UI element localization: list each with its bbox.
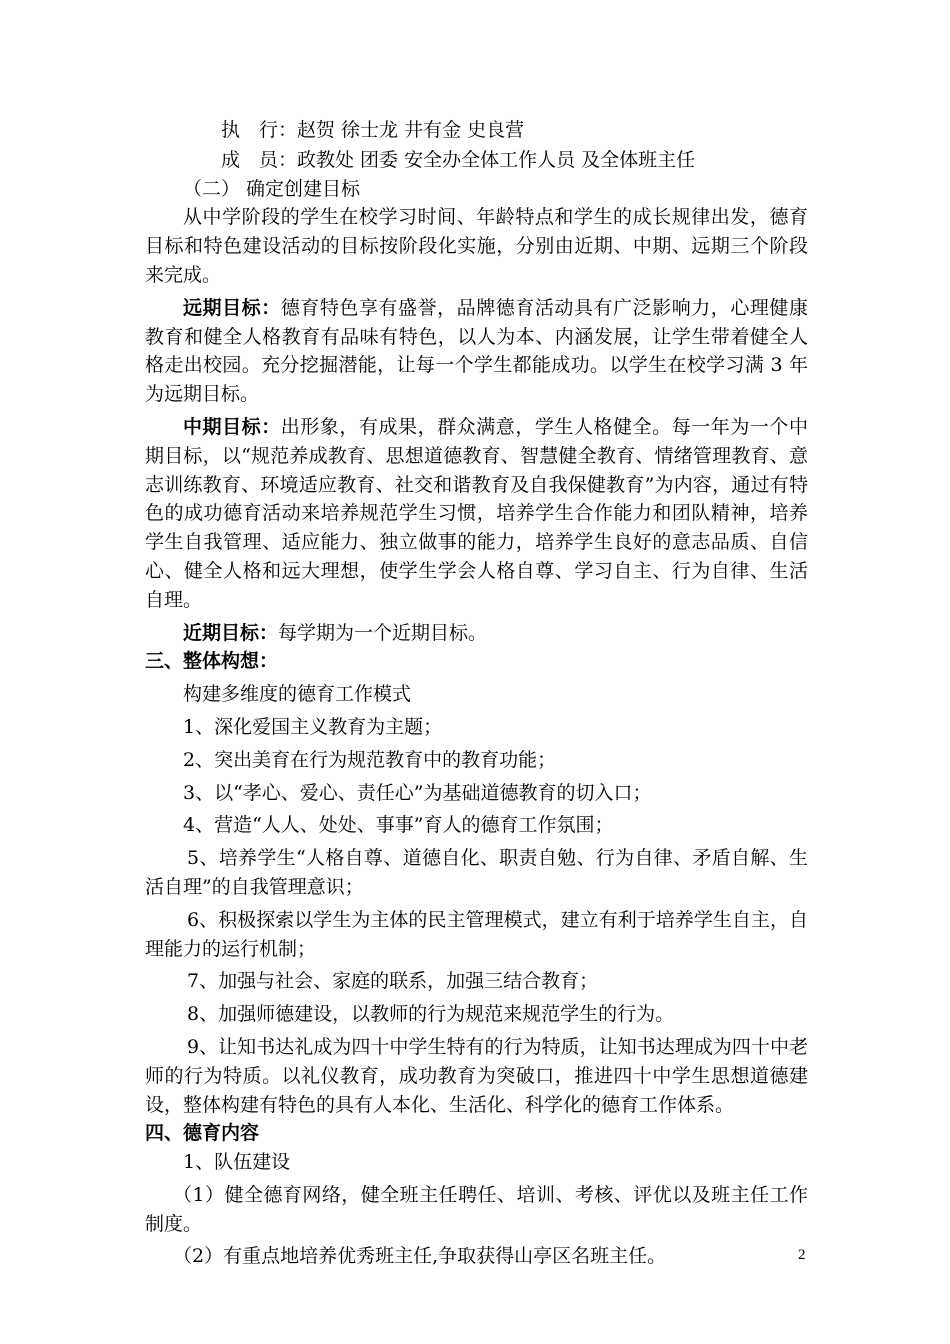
near-term-goal	[145, 619, 808, 648]
exec-names: 赵贺 徐士龙 井有金 史良营	[297, 119, 525, 141]
mid-term-text: 出形象，有成果，群众满意，学生人格健全。每一年为一个中期目标，以“规范养成教育、思想道德教育、智慧健全教育、情绪管理教育、意志训练教育、环境适应教育、社交和谐教育及自我保健教育”为内容，通过有特色的成功德育活动来培养规范学生习惯，培养学生合作能力和团队精神，培养学生自我管理、适应能力、独立做事的能力，培养学生良好的意志品质、自信心、健全人格和远大理想，使学生学会人格自尊、学习自主、行为自律、生活自理。	[145, 415, 808, 611]
exec-label: 执 行：	[221, 119, 298, 141]
section-4-para2: （2）有重点地培养优秀班主任,争取获得山亭区名班主任。	[173, 1245, 667, 1268]
list-item: 6、积极探索以学生为主体的民主管理模式，建立有利于培养学生自主，自理能力的运行机制；	[145, 908, 808, 960]
list-item: 7、加强与社会、家庭的联系，加强三结合教育；	[187, 970, 599, 993]
near-term-text: 每学期为一个近期目标。	[278, 621, 488, 644]
list-item: 2、突出美育在行为规范教育中的教育功能；	[183, 748, 557, 771]
members-label: 成 员：	[221, 148, 298, 171]
near-term-label: 近期目标：	[183, 621, 279, 644]
long-term-label: 远期目标：	[183, 296, 281, 319]
section-3-heading: 三、整体构想：	[145, 650, 279, 673]
section-4-heading: 四、德育内容	[145, 1122, 260, 1145]
page-number: 2	[798, 1247, 806, 1263]
section-3-intro: 构建多维度的德育工作模式	[183, 683, 412, 706]
list-item: 1、深化爱国主义教育为主题；	[183, 715, 443, 738]
long-term-text: 德育特色享有盛誉，品牌德育活动具有广泛影响力，心理健康教育和健全人格教育有品味有特色，以人为本、内涵发展，让学生带着健全人格走出校园。充分挖掘潜能，让每一个学生都能成功。以学生在校学习满 3 年为远期目标。	[145, 296, 808, 406]
mid-term-goal	[145, 413, 808, 615]
list-item: 4、营造“人人、处处、事事”育人的德育工作氛围；	[183, 814, 614, 837]
mid-term-label: 中期目标：	[183, 415, 281, 438]
exec-line	[145, 116, 808, 145]
section-4-sub1: 1、队伍建设	[183, 1151, 291, 1174]
list-item: 8、加强师德建设，以教师的行为规范来规范学生的行为。	[187, 1003, 675, 1026]
list-item: 3、以“孝心、爱心、责任心”为基础道德教育的切入口；	[183, 781, 652, 804]
list-item: 9、让知书达礼成为四十中学生特有的行为特质，让知书达理成为四十中老师的行为特质。以礼仪教育，成功教育为突破口，推进四十中学生思想道德建设，整体构建有特色的具有人本化、生活化、科学化的德育工作体系。	[145, 1035, 808, 1116]
section-4-para1: （1）健全德育网络，健全班主任聘任、培训、考核、评优以及班主任工作制度。	[145, 1183, 808, 1235]
members-text: 政教处 团委 安全办全体工作人员 及全体班主任	[297, 148, 696, 171]
list-item: 5、培养学生“人格自尊、道德自化、职责自勉、行为自律、矛盾自解、生活自理”的自我管理意识；	[145, 847, 808, 898]
subheading-goals: （二） 确定创建目标	[183, 177, 361, 200]
long-term-goal	[145, 294, 808, 409]
members-line	[145, 146, 808, 175]
goals-intro: 从中学阶段的学生在校学习时间、年龄特点和学生的成长规律出发，德育目标和特色建设活动的目标按阶段化实施，分别由近期、中期、远期三个阶段来完成。	[145, 206, 808, 286]
